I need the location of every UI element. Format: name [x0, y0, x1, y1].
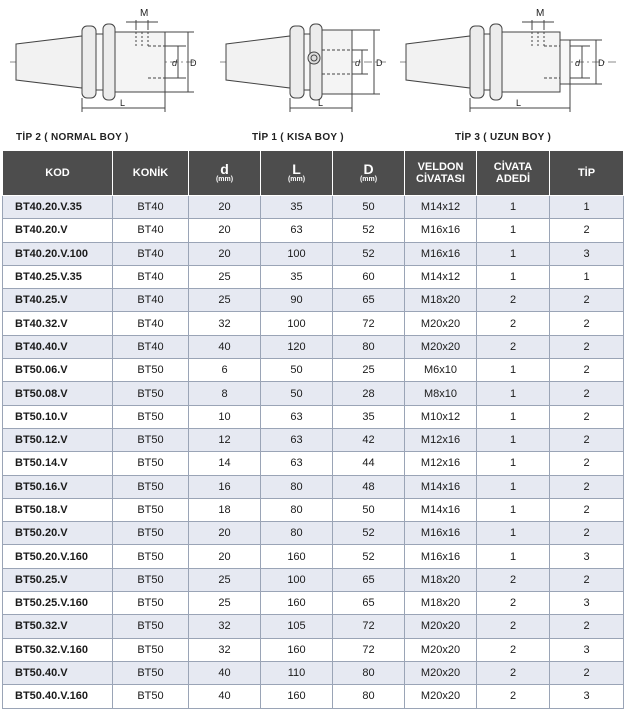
cell-civata-adedi: 1 [477, 498, 550, 521]
cell-konik: BT50 [113, 661, 189, 684]
table-row [3, 592, 624, 615]
cell-L: 50 [261, 359, 333, 382]
cell-kod: BT50.14.V [3, 452, 113, 475]
cell-kod: BT50.08.V [3, 382, 113, 405]
cell-civata-adedi: 2 [477, 685, 550, 708]
cell-veldon: M16x16 [405, 242, 477, 265]
cell-civata-adedi: 1 [477, 196, 550, 219]
cell-konik: BT50 [113, 685, 189, 708]
header-civata-line2: ADEDİ [495, 173, 531, 185]
label-L: L [516, 98, 522, 108]
cell-d: 40 [189, 685, 261, 708]
cell-L: 100 [261, 568, 333, 591]
tip-1-drawing [218, 0, 388, 130]
table-row [3, 312, 624, 335]
header-kod: KOD [3, 151, 113, 196]
cell-D: 28 [333, 382, 405, 405]
cell-kod: BT50.06.V [3, 359, 113, 382]
cell-D: 48 [333, 475, 405, 498]
cell-konik: BT40 [113, 312, 189, 335]
cell-tip: 3 [550, 638, 624, 661]
header-d [189, 151, 261, 196]
table-row [3, 428, 624, 451]
cell-veldon: M18x20 [405, 289, 477, 312]
cell-d: 6 [189, 359, 261, 382]
cell-konik: BT40 [113, 289, 189, 312]
header-L-unit: (mm) [287, 175, 306, 183]
cell-civata-adedi: 1 [477, 522, 550, 545]
cell-d: 25 [189, 568, 261, 591]
cell-tip: 2 [550, 475, 624, 498]
cell-civata-adedi: 1 [477, 545, 550, 568]
cell-civata-adedi: 1 [477, 405, 550, 428]
label-d: d [172, 58, 178, 68]
cell-konik: BT40 [113, 265, 189, 288]
cell-kod: BT40.25.V [3, 289, 113, 312]
cell-d: 40 [189, 335, 261, 358]
cell-tip: 1 [550, 196, 624, 219]
cell-konik: BT50 [113, 382, 189, 405]
cell-veldon: M20x20 [405, 638, 477, 661]
cell-tip: 2 [550, 335, 624, 358]
cell-L: 63 [261, 452, 333, 475]
cell-civata-adedi: 2 [477, 661, 550, 684]
cell-kod: BT50.20.V [3, 522, 113, 545]
cell-L: 110 [261, 661, 333, 684]
cell-tip: 2 [550, 428, 624, 451]
table-header-row [3, 151, 624, 196]
cell-konik: BT50 [113, 405, 189, 428]
cell-tip: 2 [550, 382, 624, 405]
cell-kod: BT50.40.V.160 [3, 685, 113, 708]
cell-veldon: M18x20 [405, 592, 477, 615]
cell-L: 35 [261, 265, 333, 288]
cell-d: 32 [189, 638, 261, 661]
product-table [2, 150, 624, 709]
cell-d: 25 [189, 265, 261, 288]
label-m: M [536, 8, 545, 19]
table-body [3, 196, 624, 709]
cell-D: 52 [333, 242, 405, 265]
header-veldon [405, 151, 477, 196]
table-row [3, 405, 624, 428]
cell-d: 32 [189, 615, 261, 638]
cell-D: 25 [333, 359, 405, 382]
label-d: d [355, 58, 361, 68]
cell-d: 20 [189, 545, 261, 568]
cell-L: 80 [261, 498, 333, 521]
cell-kod: BT40.25.V.35 [3, 265, 113, 288]
cell-d: 20 [189, 522, 261, 545]
cell-L: 80 [261, 522, 333, 545]
cell-konik: BT50 [113, 522, 189, 545]
cell-kod: BT50.25.V.160 [3, 592, 113, 615]
cell-D: 80 [333, 685, 405, 708]
cell-konik: BT40 [113, 335, 189, 358]
cell-D: 65 [333, 289, 405, 312]
cell-konik: BT50 [113, 545, 189, 568]
cell-kod: BT50.10.V [3, 405, 113, 428]
cell-civata-adedi: 2 [477, 592, 550, 615]
table-row [3, 615, 624, 638]
cell-tip: 2 [550, 452, 624, 475]
type-label-tip-1: TİP 1 ( KISA BOY ) [252, 132, 344, 143]
cell-civata-adedi: 1 [477, 475, 550, 498]
label-L: L [120, 98, 126, 108]
header-d-label: d [220, 160, 229, 177]
header-L-label: L [292, 160, 301, 177]
header-civata-adedi [477, 151, 550, 196]
cell-konik: BT50 [113, 638, 189, 661]
cell-D: 42 [333, 428, 405, 451]
cell-kod: BT40.20.V [3, 219, 113, 242]
cell-tip: 2 [550, 522, 624, 545]
cell-civata-adedi: 2 [477, 335, 550, 358]
cell-kod: BT50.12.V [3, 428, 113, 451]
cell-veldon: M20x20 [405, 661, 477, 684]
cell-veldon: M12x16 [405, 452, 477, 475]
cell-civata-adedi: 2 [477, 312, 550, 335]
cell-d: 20 [189, 196, 261, 219]
cell-d: 8 [189, 382, 261, 405]
label-D: D [190, 58, 197, 68]
cell-veldon: M6x10 [405, 359, 477, 382]
cell-d: 16 [189, 475, 261, 498]
label-L: L [318, 98, 324, 108]
cell-konik: BT50 [113, 359, 189, 382]
header-veldon-line2: CİVATASI [416, 173, 465, 185]
cell-tip: 2 [550, 219, 624, 242]
label-m: M [140, 8, 149, 19]
header-D [333, 151, 405, 196]
cell-civata-adedi: 1 [477, 265, 550, 288]
type-label-tip-2: TİP 2 ( NORMAL BOY ) [16, 132, 129, 143]
cell-veldon: M14x12 [405, 196, 477, 219]
header-konik: KONİK [113, 151, 189, 196]
cell-konik: BT50 [113, 475, 189, 498]
cell-d: 32 [189, 312, 261, 335]
cell-L: 160 [261, 545, 333, 568]
cell-civata-adedi: 1 [477, 382, 550, 405]
cell-tip: 3 [550, 685, 624, 708]
cell-konik: BT50 [113, 592, 189, 615]
cell-D: 80 [333, 661, 405, 684]
cell-konik: BT40 [113, 196, 189, 219]
cell-veldon: M16x16 [405, 545, 477, 568]
cell-kod: BT50.25.V [3, 568, 113, 591]
cell-d: 10 [189, 405, 261, 428]
cell-L: 160 [261, 592, 333, 615]
cell-kod: BT50.16.V [3, 475, 113, 498]
cell-L: 160 [261, 685, 333, 708]
table-row [3, 685, 624, 708]
cell-kod: BT50.32.V [3, 615, 113, 638]
cell-L: 90 [261, 289, 333, 312]
table-row [3, 242, 624, 265]
cell-konik: BT50 [113, 568, 189, 591]
cell-konik: BT50 [113, 615, 189, 638]
cell-konik: BT40 [113, 219, 189, 242]
cell-kod: BT50.20.V.160 [3, 545, 113, 568]
cell-veldon: M8x10 [405, 382, 477, 405]
cell-veldon: M20x20 [405, 615, 477, 638]
cell-L: 80 [261, 475, 333, 498]
cell-veldon: M20x20 [405, 685, 477, 708]
cell-L: 100 [261, 312, 333, 335]
cell-D: 50 [333, 498, 405, 521]
cell-konik: BT50 [113, 452, 189, 475]
cell-d: 20 [189, 242, 261, 265]
cell-D: 35 [333, 405, 405, 428]
cell-L: 63 [261, 428, 333, 451]
cell-civata-adedi: 1 [477, 359, 550, 382]
cell-D: 60 [333, 265, 405, 288]
table-row [3, 265, 624, 288]
cell-kod: BT50.18.V [3, 498, 113, 521]
cell-veldon: M18x20 [405, 568, 477, 591]
cell-d: 20 [189, 219, 261, 242]
cell-d: 18 [189, 498, 261, 521]
cell-civata-adedi: 2 [477, 638, 550, 661]
cell-kod: BT40.20.V.35 [3, 196, 113, 219]
header-veldon-line1: VELDON [417, 161, 464, 173]
table-row [3, 382, 624, 405]
cell-d: 25 [189, 289, 261, 312]
header-tip: TİP [550, 151, 624, 196]
cell-konik: BT50 [113, 498, 189, 521]
cell-veldon: M14x12 [405, 265, 477, 288]
cell-L: 63 [261, 219, 333, 242]
cell-tip: 3 [550, 592, 624, 615]
cell-D: 52 [333, 522, 405, 545]
cell-civata-adedi: 2 [477, 289, 550, 312]
label-D: D [376, 58, 383, 68]
cell-D: 44 [333, 452, 405, 475]
cell-tip: 1 [550, 265, 624, 288]
technical-drawings [0, 0, 625, 148]
cell-D: 65 [333, 592, 405, 615]
cell-d: 14 [189, 452, 261, 475]
table-row [3, 661, 624, 684]
cell-D: 72 [333, 638, 405, 661]
cell-civata-adedi: 1 [477, 452, 550, 475]
header-L [261, 151, 333, 196]
cell-tip: 2 [550, 661, 624, 684]
cell-L: 50 [261, 382, 333, 405]
cell-d: 40 [189, 661, 261, 684]
cell-konik: BT40 [113, 242, 189, 265]
table-row [3, 568, 624, 591]
table-row [3, 335, 624, 358]
cell-veldon: M10x12 [405, 405, 477, 428]
cell-veldon: M20x20 [405, 312, 477, 335]
cell-kod: BT40.40.V [3, 335, 113, 358]
cell-L: 160 [261, 638, 333, 661]
cell-tip: 2 [550, 312, 624, 335]
cell-civata-adedi: 1 [477, 242, 550, 265]
cell-L: 35 [261, 196, 333, 219]
cell-L: 100 [261, 242, 333, 265]
cell-veldon: M20x20 [405, 335, 477, 358]
tip-3-drawing [398, 0, 620, 130]
cell-tip: 2 [550, 289, 624, 312]
cell-L: 63 [261, 405, 333, 428]
cell-tip: 2 [550, 405, 624, 428]
cell-veldon: M12x16 [405, 428, 477, 451]
table-row [3, 219, 624, 242]
cell-L: 105 [261, 615, 333, 638]
table-row [3, 289, 624, 312]
table-row [3, 196, 624, 219]
cell-D: 80 [333, 335, 405, 358]
header-civata-line1: CİVATA [493, 161, 533, 173]
label-D: D [598, 58, 605, 68]
cell-veldon: M14x16 [405, 475, 477, 498]
cell-konik: BT50 [113, 428, 189, 451]
cell-kod: BT50.32.V.160 [3, 638, 113, 661]
cell-D: 72 [333, 615, 405, 638]
cell-D: 52 [333, 219, 405, 242]
cell-veldon: M16x16 [405, 522, 477, 545]
cell-tip: 2 [550, 498, 624, 521]
cell-kod: BT50.40.V [3, 661, 113, 684]
header-D-label: D [363, 160, 374, 177]
header-d-unit: (mm) [215, 175, 234, 183]
table-row [3, 475, 624, 498]
cell-kod: BT40.32.V [3, 312, 113, 335]
cell-D: 50 [333, 196, 405, 219]
label-d: d [575, 58, 581, 68]
cell-civata-adedi: 1 [477, 219, 550, 242]
cell-D: 52 [333, 545, 405, 568]
table-row [3, 638, 624, 661]
cell-tip: 3 [550, 242, 624, 265]
cell-d: 25 [189, 592, 261, 615]
cell-tip: 2 [550, 568, 624, 591]
cell-tip: 2 [550, 615, 624, 638]
cell-veldon: M14x16 [405, 498, 477, 521]
table-row [3, 545, 624, 568]
header-D-unit: (mm) [359, 175, 378, 183]
cell-D: 72 [333, 312, 405, 335]
table-row [3, 452, 624, 475]
cell-civata-adedi: 2 [477, 568, 550, 591]
table-row [3, 359, 624, 382]
cell-d: 12 [189, 428, 261, 451]
cell-tip: 2 [550, 359, 624, 382]
type-label-tip-3: TİP 3 ( UZUN BOY ) [455, 132, 552, 143]
table-row [3, 498, 624, 521]
cell-kod: BT40.20.V.100 [3, 242, 113, 265]
cell-tip: 3 [550, 545, 624, 568]
cell-D: 65 [333, 568, 405, 591]
tip-2-drawing [8, 0, 198, 130]
cell-civata-adedi: 1 [477, 428, 550, 451]
cell-L: 120 [261, 335, 333, 358]
cell-civata-adedi: 2 [477, 615, 550, 638]
cell-veldon: M16x16 [405, 219, 477, 242]
table-row [3, 522, 624, 545]
